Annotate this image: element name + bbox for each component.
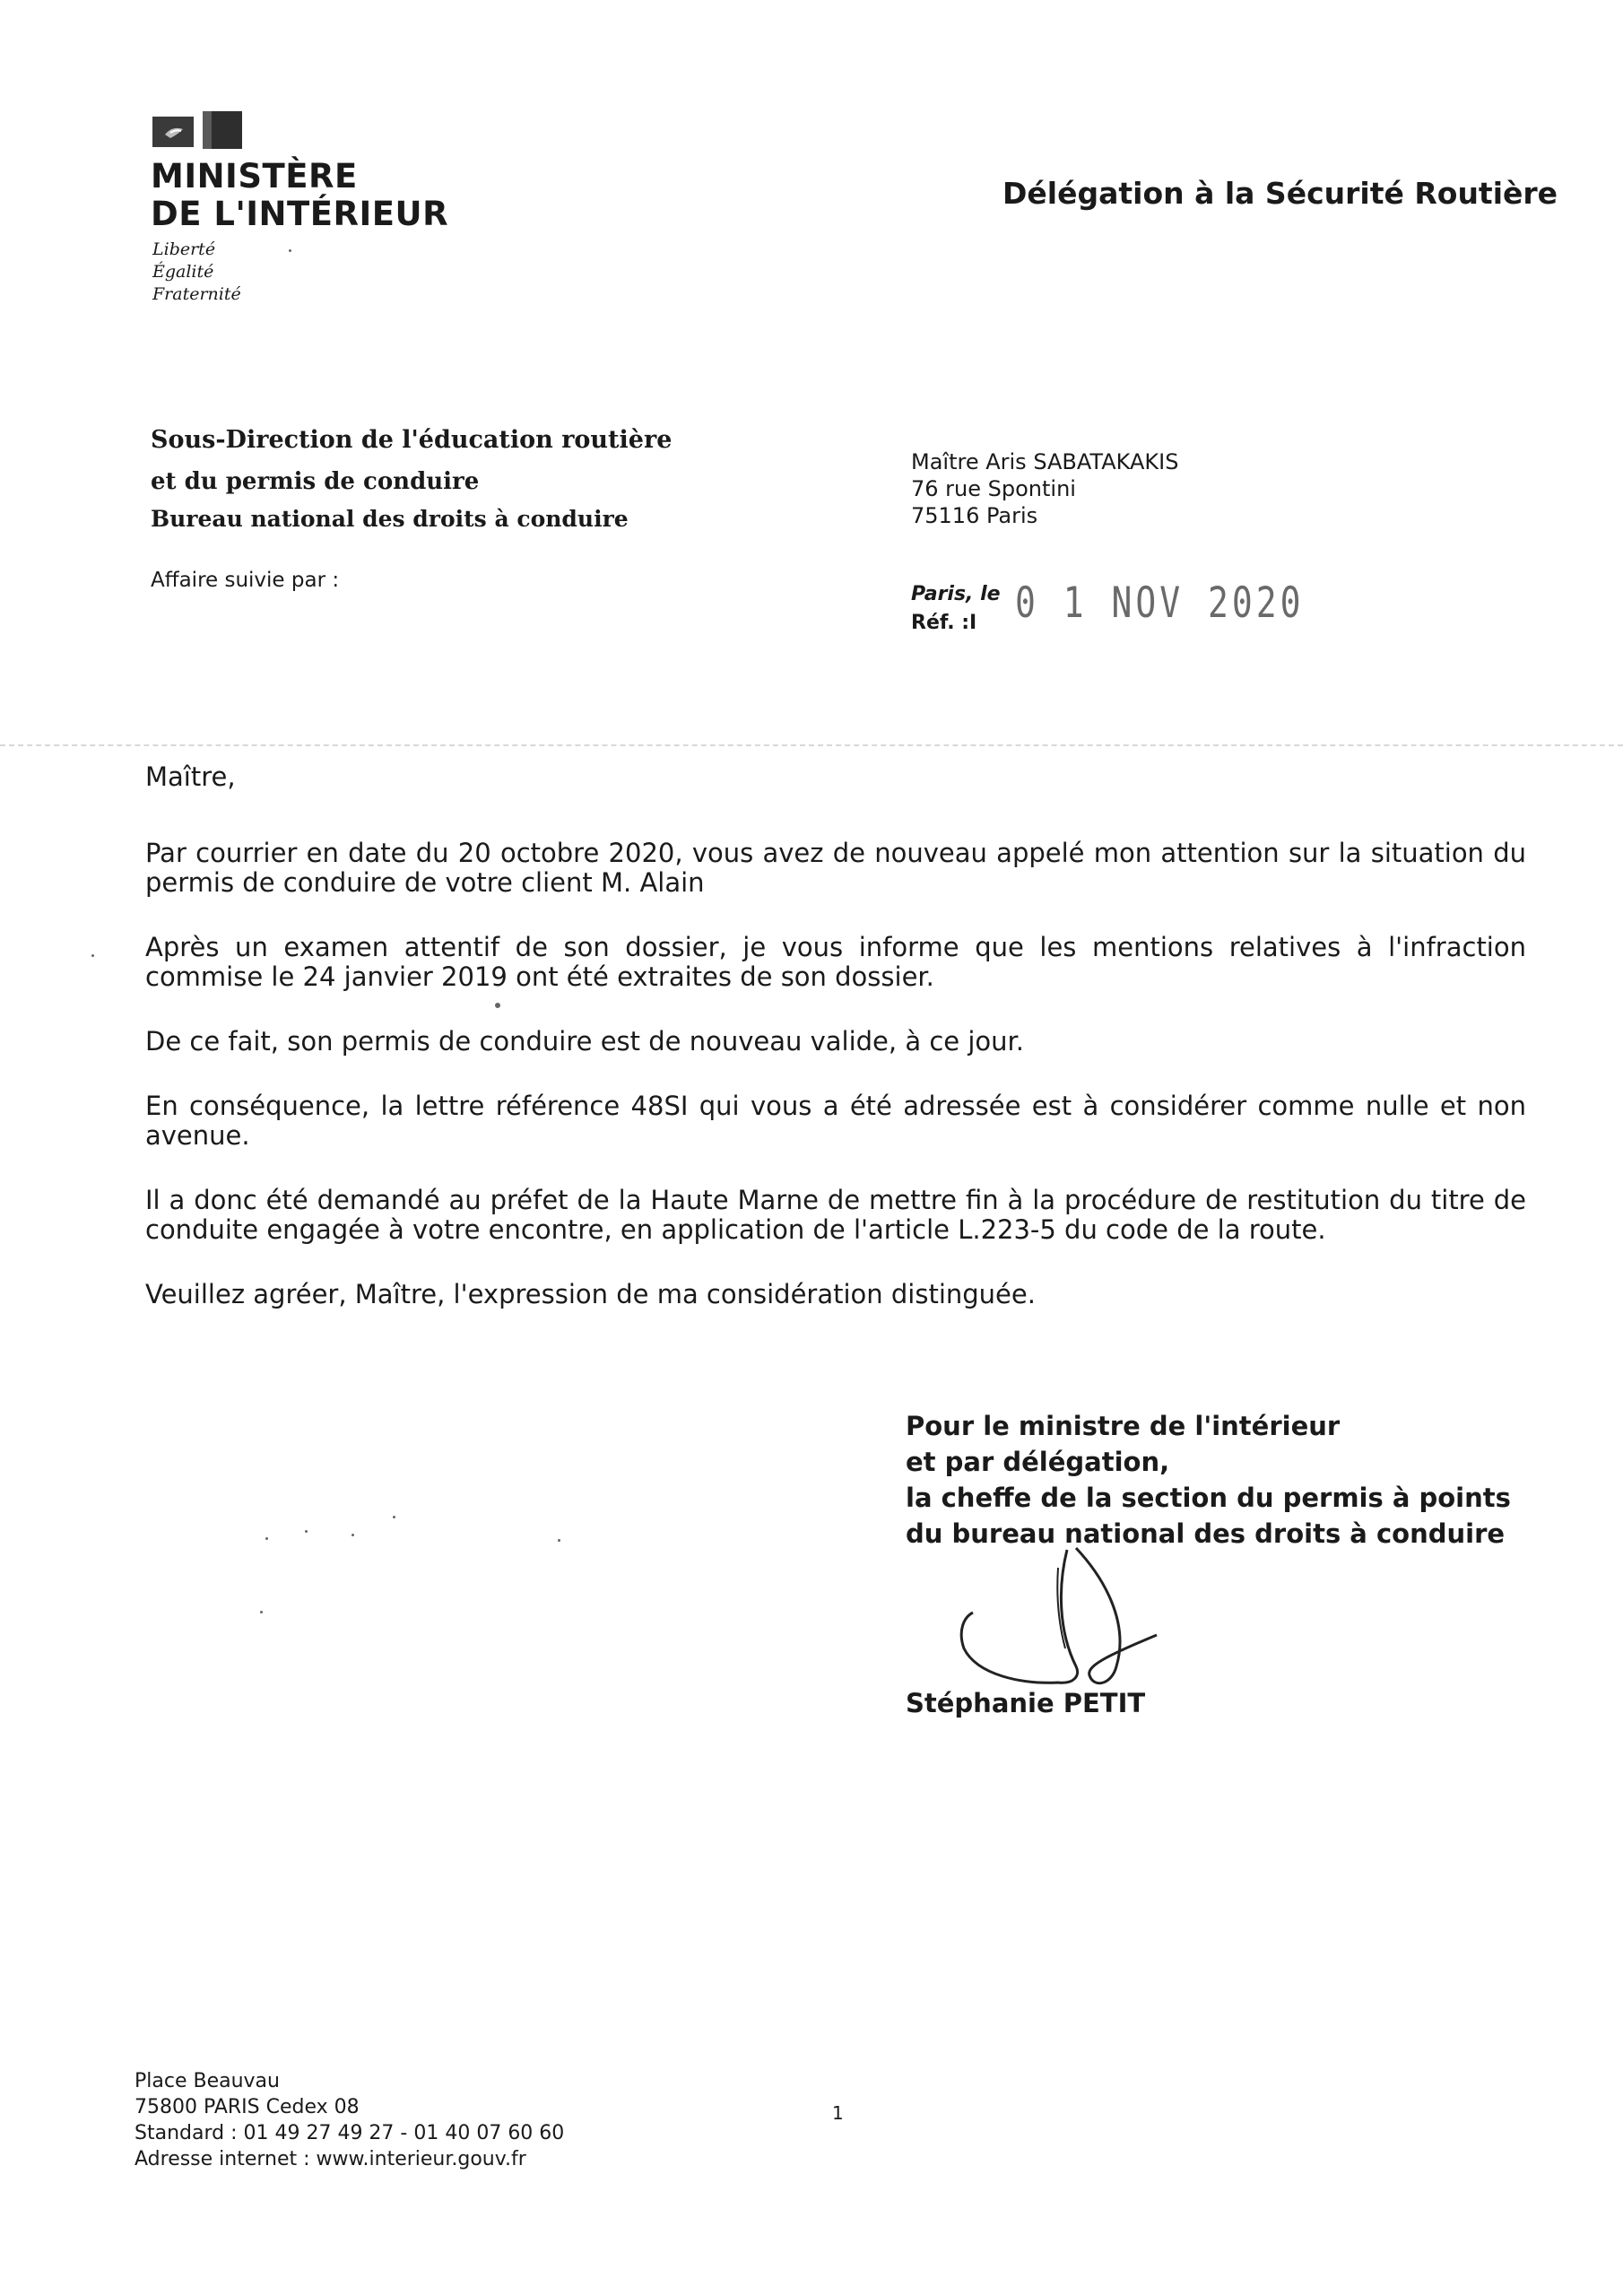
footer-address	[135, 2068, 564, 2172]
service-line-1: Sous-Direction de l'éducation routière	[151, 426, 673, 454]
footer-line-3: Standard : 01 49 27 49 27 - 01 40 07 60 60	[135, 2122, 565, 2144]
ministry-line-1: MINISTÈRE	[151, 157, 358, 196]
footer-line-2: 75800 PARIS Cedex 08	[135, 2096, 360, 2118]
scan-speck	[558, 1539, 560, 1542]
delegation-title: Délégation à la Sécurité Routière	[1002, 176, 1558, 211]
paragraph-2: Après un examen attentif de son dossier, je vous informe que les mentions relatives à l'infraction commise le 24 janvier 2019 ont été extraites de son dossier.	[145, 932, 1526, 992]
ministry-name	[151, 158, 448, 233]
service-line-2: et du permis de conduire	[151, 468, 480, 495]
service-block	[151, 420, 672, 536]
paragraph-5: Il a donc été demandé au préfet de la Haute Marne de mettre fin à la procédure de restitution du titre de conduite engagée à votre encontre, en application de l'article L.223-5 du code de la route.	[145, 1185, 1526, 1245]
motto-egalite: Égalité	[152, 262, 214, 282]
republic-motto	[152, 239, 241, 306]
scan-speck	[289, 249, 291, 252]
signature-block	[906, 1408, 1511, 1552]
scan-speck	[91, 954, 94, 957]
scan-speck	[265, 1537, 268, 1540]
signature-line-1: Pour le ministre de l'intérieur	[906, 1411, 1341, 1441]
date-label: Paris, le	[911, 583, 1001, 605]
paragraph-3: De ce fait, son permis de conduire est de nouveau valide, à ce jour.	[145, 1026, 1024, 1057]
scan-speck	[305, 1530, 308, 1533]
recipient-address	[911, 448, 1178, 529]
paragraph-1: Par courrier en date du 20 octobre 2020, vous avez de nouveau appelé mon attention sur la situation du permis de conduire de votre client M. Alain	[145, 838, 1526, 898]
reference-label: Réf. :I	[911, 612, 977, 634]
signature-line-2: et par délégation,	[906, 1447, 1170, 1477]
marianne-logo-icon	[152, 111, 244, 149]
signature-line-3: la cheffe de la section du permis à points	[906, 1483, 1511, 1513]
footer-line-1: Place Beauvau	[135, 2070, 280, 2092]
motto-fraternite: Fraternité	[152, 284, 241, 304]
recipient-street: 76 rue Spontini	[911, 476, 1076, 501]
recipient-name: Maître Aris SABATAKAKIS	[911, 449, 1179, 474]
motto-liberte: Liberté	[152, 239, 216, 259]
handwritten-signature-icon	[924, 1541, 1184, 1693]
paragraph-4: En conséquence, la lettre référence 48SI qui vous a été adressée est à considérer comme nulle et non avenue.	[145, 1091, 1526, 1151]
signature-line-4: du bureau national des droits à conduire	[906, 1518, 1506, 1549]
salutation: Maître,	[145, 761, 236, 792]
scan-speck	[393, 1516, 395, 1518]
scan-speck	[260, 1611, 263, 1613]
affaire-suivie-label: Affaire suivie par :	[151, 569, 340, 592]
paragraph-6: Veuillez agréer, Maître, l'expression de ma considération distinguée.	[145, 1279, 1036, 1309]
recipient-city: 75116 Paris	[911, 503, 1038, 528]
scan-divider	[0, 744, 1623, 746]
ministry-line-2: DE L'INTÉRIEUR	[151, 195, 449, 233]
footer-line-4: Adresse internet : www.interieur.gouv.fr	[135, 2148, 526, 2170]
scan-speck	[495, 1003, 500, 1008]
service-line-3: Bureau national des droits à conduire	[151, 506, 629, 532]
letter-body	[145, 762, 1526, 1344]
scan-speck	[352, 1534, 354, 1536]
signer-name: Stéphanie PETIT	[906, 1688, 1146, 1718]
date-stamp: 0 1 NOV 2020	[1015, 578, 1305, 627]
page-number: 1	[832, 2102, 844, 2124]
